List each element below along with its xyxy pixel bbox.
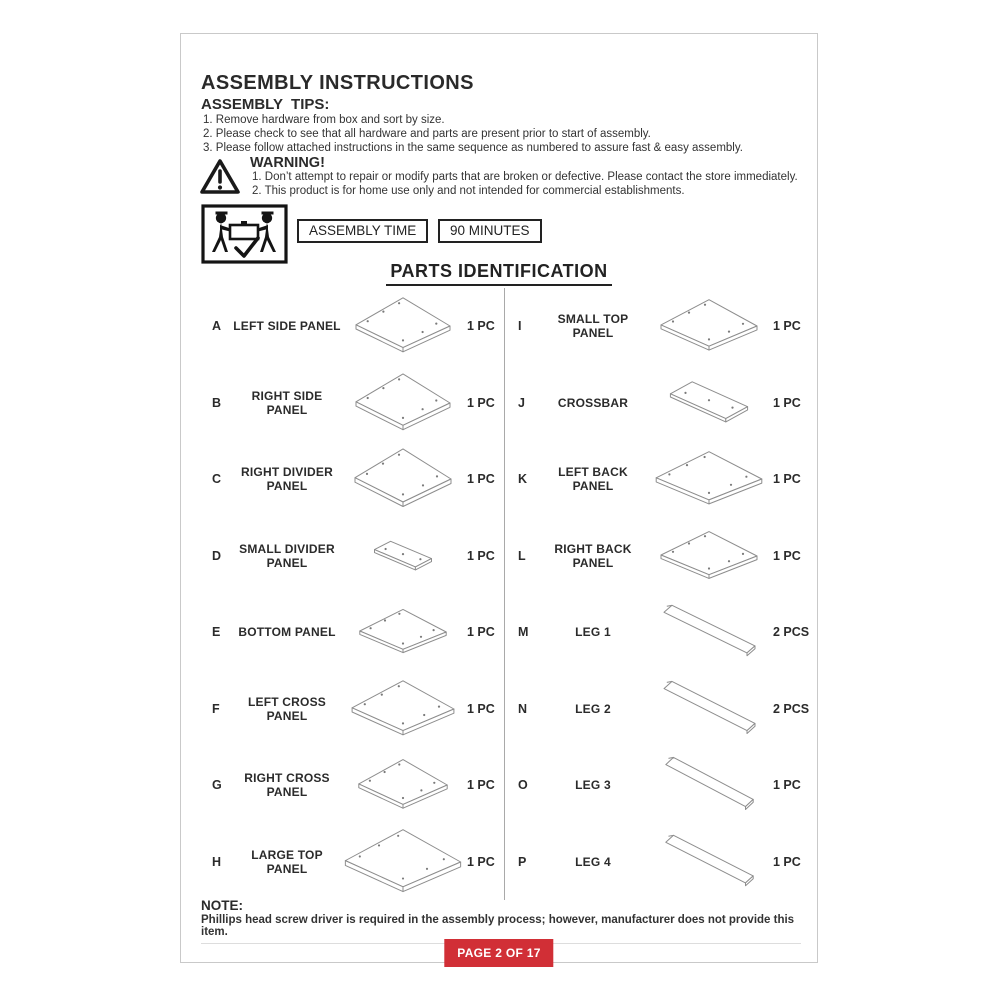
part-quantity: 1 PC	[467, 395, 495, 410]
part-letter: N	[518, 701, 528, 716]
part-letter: I	[518, 319, 522, 334]
part-row-L	[511, 518, 809, 595]
part-diagram-leg-icon	[649, 755, 769, 815]
part-diagram-leg-icon	[649, 603, 769, 661]
part-quantity: 1 PC	[467, 625, 495, 640]
part-letter: C	[212, 472, 222, 487]
part-row-D	[205, 518, 504, 595]
part-quantity: 2 PCS	[773, 701, 810, 716]
part-row-A	[205, 288, 504, 365]
part-name: LEG 3	[575, 778, 611, 793]
assembly-time-value: 90 MINUTES	[438, 219, 542, 243]
part-quantity: 1 PC	[467, 319, 495, 334]
part-diagram-leg-icon	[649, 833, 769, 891]
part-quantity: 1 PC	[467, 778, 495, 793]
part-name: LEFT SIDE PANEL	[233, 319, 341, 334]
part-letter: P	[518, 854, 527, 869]
part-diagram-panel-icon	[343, 447, 463, 511]
warning-triangle-icon	[199, 158, 241, 201]
part-name: SMALL DIVIDER PANEL	[239, 541, 335, 570]
part-quantity: 1 PC	[467, 854, 495, 869]
part-diagram-panel-icon	[649, 298, 769, 354]
tip-item: 1. Remove hardware from box and sort by size.	[203, 114, 445, 126]
part-quantity: 1 PC	[773, 395, 801, 410]
part-name: RIGHT SIDE PANEL	[251, 388, 323, 417]
part-row-K	[511, 441, 809, 518]
part-quantity: 2 PCS	[773, 625, 810, 640]
part-row-B	[205, 365, 504, 442]
part-row-N	[511, 671, 809, 748]
part-quantity: 1 PC	[773, 854, 801, 869]
part-diagram-strip-icon	[343, 540, 463, 572]
part-diagram-panel-icon	[343, 296, 463, 356]
assembly-tips-heading: ASSEMBLY TIPS:	[201, 96, 330, 113]
part-diagram-panel-icon	[343, 608, 463, 656]
part-quantity: 1 PC	[773, 472, 801, 487]
part-diagram-panel-icon	[343, 372, 463, 434]
part-quantity: 1 PC	[467, 701, 495, 716]
parts-table	[205, 288, 810, 900]
part-letter: B	[212, 395, 222, 410]
part-quantity: 1 PC	[773, 548, 801, 563]
part-row-E	[205, 594, 504, 671]
part-letter: L	[518, 548, 526, 563]
part-letter: K	[518, 472, 528, 487]
part-diagram-panel-icon	[343, 758, 463, 812]
part-letter: M	[518, 625, 529, 640]
page-number-badge: PAGE 2 OF 17	[444, 939, 553, 967]
part-letter: A	[212, 319, 222, 334]
part-name: CROSSBAR	[557, 395, 629, 410]
part-name: BOTTOM PANEL	[238, 625, 336, 640]
part-diagram-panel-icon	[649, 450, 769, 508]
part-name: SMALL TOP PANEL	[557, 312, 629, 341]
part-letter: H	[212, 854, 222, 869]
part-quantity: 1 PC	[773, 319, 801, 334]
part-quantity: 1 PC	[467, 548, 495, 563]
part-row-F	[205, 671, 504, 748]
parts-column-left	[205, 288, 504, 900]
warning-section	[199, 155, 798, 201]
assembly-time-label: ASSEMBLY TIME	[297, 219, 428, 243]
warning-heading: WARNING!	[250, 155, 325, 171]
part-quantity: 1 PC	[773, 778, 801, 793]
part-diagram-panel-icon	[343, 827, 463, 897]
part-row-P	[511, 824, 809, 901]
part-row-J	[511, 365, 809, 442]
part-row-H	[205, 824, 504, 901]
part-name: LARGE TOP PANEL	[251, 847, 323, 876]
part-name: LEG 2	[575, 701, 611, 716]
part-name: LEFT BACK PANEL	[558, 465, 628, 494]
part-name: RIGHT DIVIDER PANEL	[241, 465, 333, 494]
part-name: LEG 4	[575, 854, 611, 869]
part-diagram-leg-icon	[649, 679, 769, 739]
note-section	[201, 898, 801, 944]
part-diagram-panel-icon	[649, 530, 769, 582]
part-letter: E	[212, 625, 221, 640]
part-letter: D	[212, 548, 222, 563]
part-row-O	[511, 747, 809, 824]
parts-identification-heading: PARTS IDENTIFICATION	[181, 256, 817, 286]
note-heading: NOTE:	[201, 898, 243, 913]
part-name: RIGHT BACK PANEL	[554, 541, 632, 570]
parts-column-right	[504, 288, 810, 900]
part-letter: F	[212, 701, 220, 716]
part-letter: O	[518, 778, 528, 793]
part-row-I	[511, 288, 809, 365]
part-name: LEG 1	[575, 625, 611, 640]
part-row-C	[205, 441, 504, 518]
part-letter: G	[212, 778, 222, 793]
part-row-G	[205, 747, 504, 824]
assembly-tips-section	[201, 96, 743, 155]
part-name: LEFT CROSS PANEL	[247, 694, 326, 723]
document-page	[180, 33, 818, 963]
note-text: Phillips head screw driver is required in the assembly process; however, manufacturer does not provide this item.	[201, 914, 795, 938]
part-quantity: 1 PC	[467, 472, 495, 487]
tip-item: 2. Please check to see that all hardware and parts are present prior to start of assembly.	[203, 127, 651, 140]
part-letter: J	[518, 395, 525, 410]
warning-item: 2. This product is for home use only and not intended for commercial establishments.	[252, 184, 685, 197]
page-title: ASSEMBLY INSTRUCTIONS	[201, 72, 474, 94]
part-row-M	[511, 594, 809, 671]
warning-item: 1. Don’t attempt to repair or modify parts that are broken or defective. Please contact the store immediately.	[252, 171, 798, 183]
part-diagram-strip-icon	[649, 380, 769, 426]
tip-item: 3. Please follow attached instructions in the same sequence as numbered to assure fast & easy assembly.	[203, 141, 743, 154]
part-name: RIGHT CROSS PANEL	[244, 771, 330, 800]
part-diagram-panel-icon	[343, 679, 463, 739]
